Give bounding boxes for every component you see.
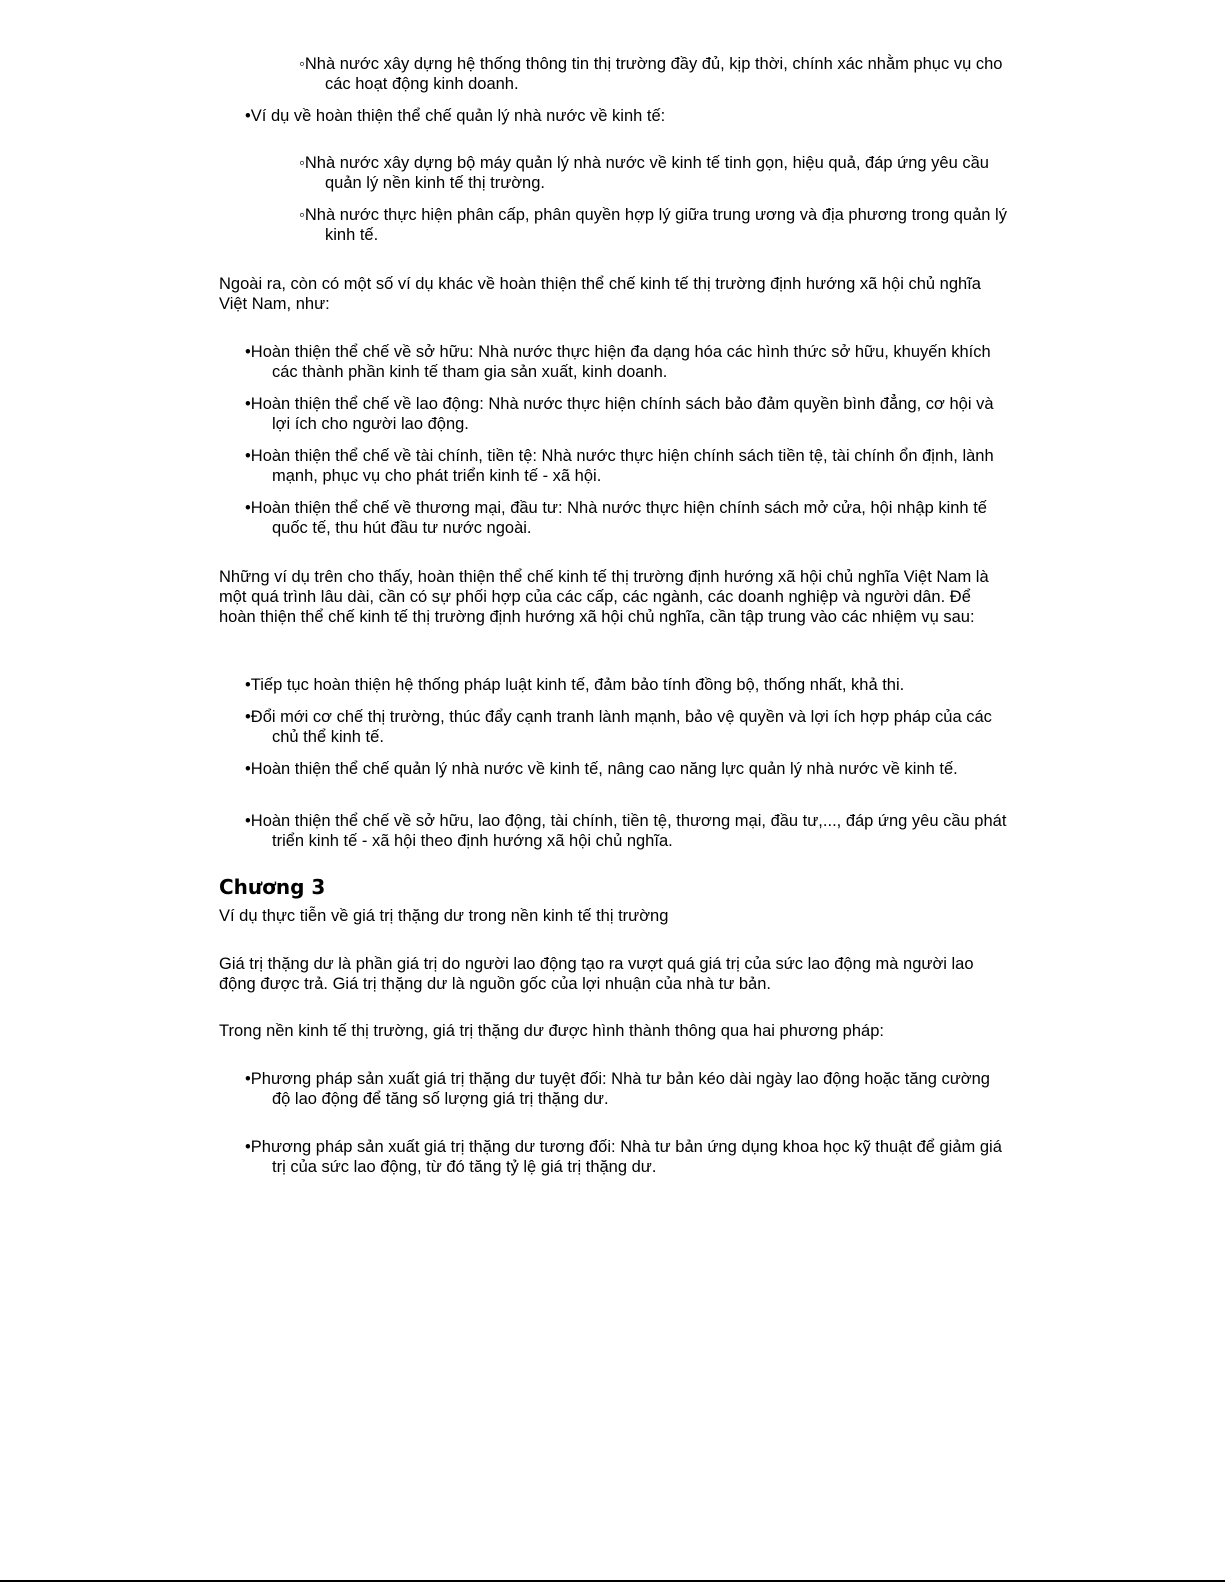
list-item: •Đổi mới cơ chế thị trường, thúc đẩy cạnh tranh lành mạnh, bảo vệ quyền và lợi ích hợp pháp của các chủ thể kinh tế. <box>245 708 992 746</box>
paragraph: Trong nền kinh tế thị trường, giá trị thặng dư được hình thành thông qua hai phương pháp: <box>219 1022 884 1040</box>
list-item: •Hoàn thiện thể chế về sở hữu, lao động, tài chính, tiền tệ, thương mại, đầu tư,..., đáp ứng yêu cầu phát triển kinh tế - xã hội theo định hướng xã hội chủ nghĩa. <box>245 812 1007 850</box>
paragraph: Những ví dụ trên cho thấy, hoàn thiện thể chế kinh tế thị trường định hướng xã hội chủ nghĩa Việt Nam là một quá trình lâu dài, cần có sự phối hợp của các cấp, các ngành, các doanh nghiệp và người dân. Để hoàn thiện thể chế kinh tế thị trường định hướng xã hội chủ nghĩa, cần tập trung vào các nhiệm vụ sau: <box>219 568 989 626</box>
list-item: •Phương pháp sản xuất giá trị thặng dư tuyệt đối: Nhà tư bản kéo dài ngày lao động hoặc tăng cường độ lao động để tăng số lượng giá trị thặng dư. <box>245 1070 990 1108</box>
list-item: •Hoàn thiện thể chế về thương mại, đầu tư: Nhà nước thực hiện chính sách mở cửa, hội nhập kinh tế quốc tế, thu hút đầu tư nước ngoài. <box>245 499 987 537</box>
list-item: •Phương pháp sản xuất giá trị thặng dư tương đối: Nhà tư bản ứng dụng khoa học kỹ thuật để giảm giá trị của sức lao động, từ đó tăng tỷ lệ giá trị thặng dư. <box>245 1138 1002 1176</box>
sub-list-item: ◦Nhà nước thực hiện phân cấp, phân quyền hợp lý giữa trung ương và địa phương trong quản lý kinh tế. <box>299 206 1007 244</box>
sub-list-item: ◦Nhà nước xây dựng hệ thống thông tin thị trường đầy đủ, kịp thời, chính xác nhằm phục vụ cho các hoạt động kinh doanh. <box>299 55 1003 93</box>
list-item: •Tiếp tục hoàn thiện hệ thống pháp luật kinh tế, đảm bảo tính đồng bộ, thống nhất, khả thi. <box>245 676 905 694</box>
list-item: •Hoàn thiện thể chế về sở hữu: Nhà nước thực hiện đa dạng hóa các hình thức sở hữu, khuyến khích các thành phần kinh tế tham gia sản xuất, kinh doanh. <box>245 343 991 381</box>
page-bottom-border <box>0 1580 1225 1582</box>
sub-list-item: ◦Nhà nước xây dựng bộ máy quản lý nhà nước về kinh tế tinh gọn, hiệu quả, đáp ứng yêu cầu quản lý nền kinh tế thị trường. <box>299 154 989 192</box>
paragraph: Giá trị thặng dư là phần giá trị do người lao động tạo ra vượt quá giá trị của sức lao động mà người lao động được trả. Giá trị thặng dư là nguồn gốc của lợi nhuận của nhà tư bản. <box>219 955 974 993</box>
list-item: •Ví dụ về hoàn thiện thể chế quản lý nhà nước về kinh tế: <box>245 107 666 125</box>
paragraph: Ngoài ra, còn có một số ví dụ khác về hoàn thiện thể chế kinh tế thị trường định hướng xã hội chủ nghĩa Việt Nam, như: <box>219 275 981 313</box>
list-item: •Hoàn thiện thể chế về tài chính, tiền tệ: Nhà nước thực hiện chính sách tiền tệ, tài chính ổn định, lành mạnh, phục vụ cho phát triển kinh tế - xã hội. <box>245 447 994 485</box>
chapter-heading: Chương 3 <box>219 875 326 899</box>
chapter-subtitle: Ví dụ thực tiễn về giá trị thặng dư trong nền kinh tế thị trường <box>219 907 669 925</box>
list-item: •Hoàn thiện thể chế quản lý nhà nước về kinh tế, nâng cao năng lực quản lý nhà nước về kinh tế. <box>245 760 958 778</box>
list-item: •Hoàn thiện thể chế về lao động: Nhà nước thực hiện chính sách bảo đảm quyền bình đẳng, cơ hội và lợi ích cho người lao động. <box>245 395 994 433</box>
